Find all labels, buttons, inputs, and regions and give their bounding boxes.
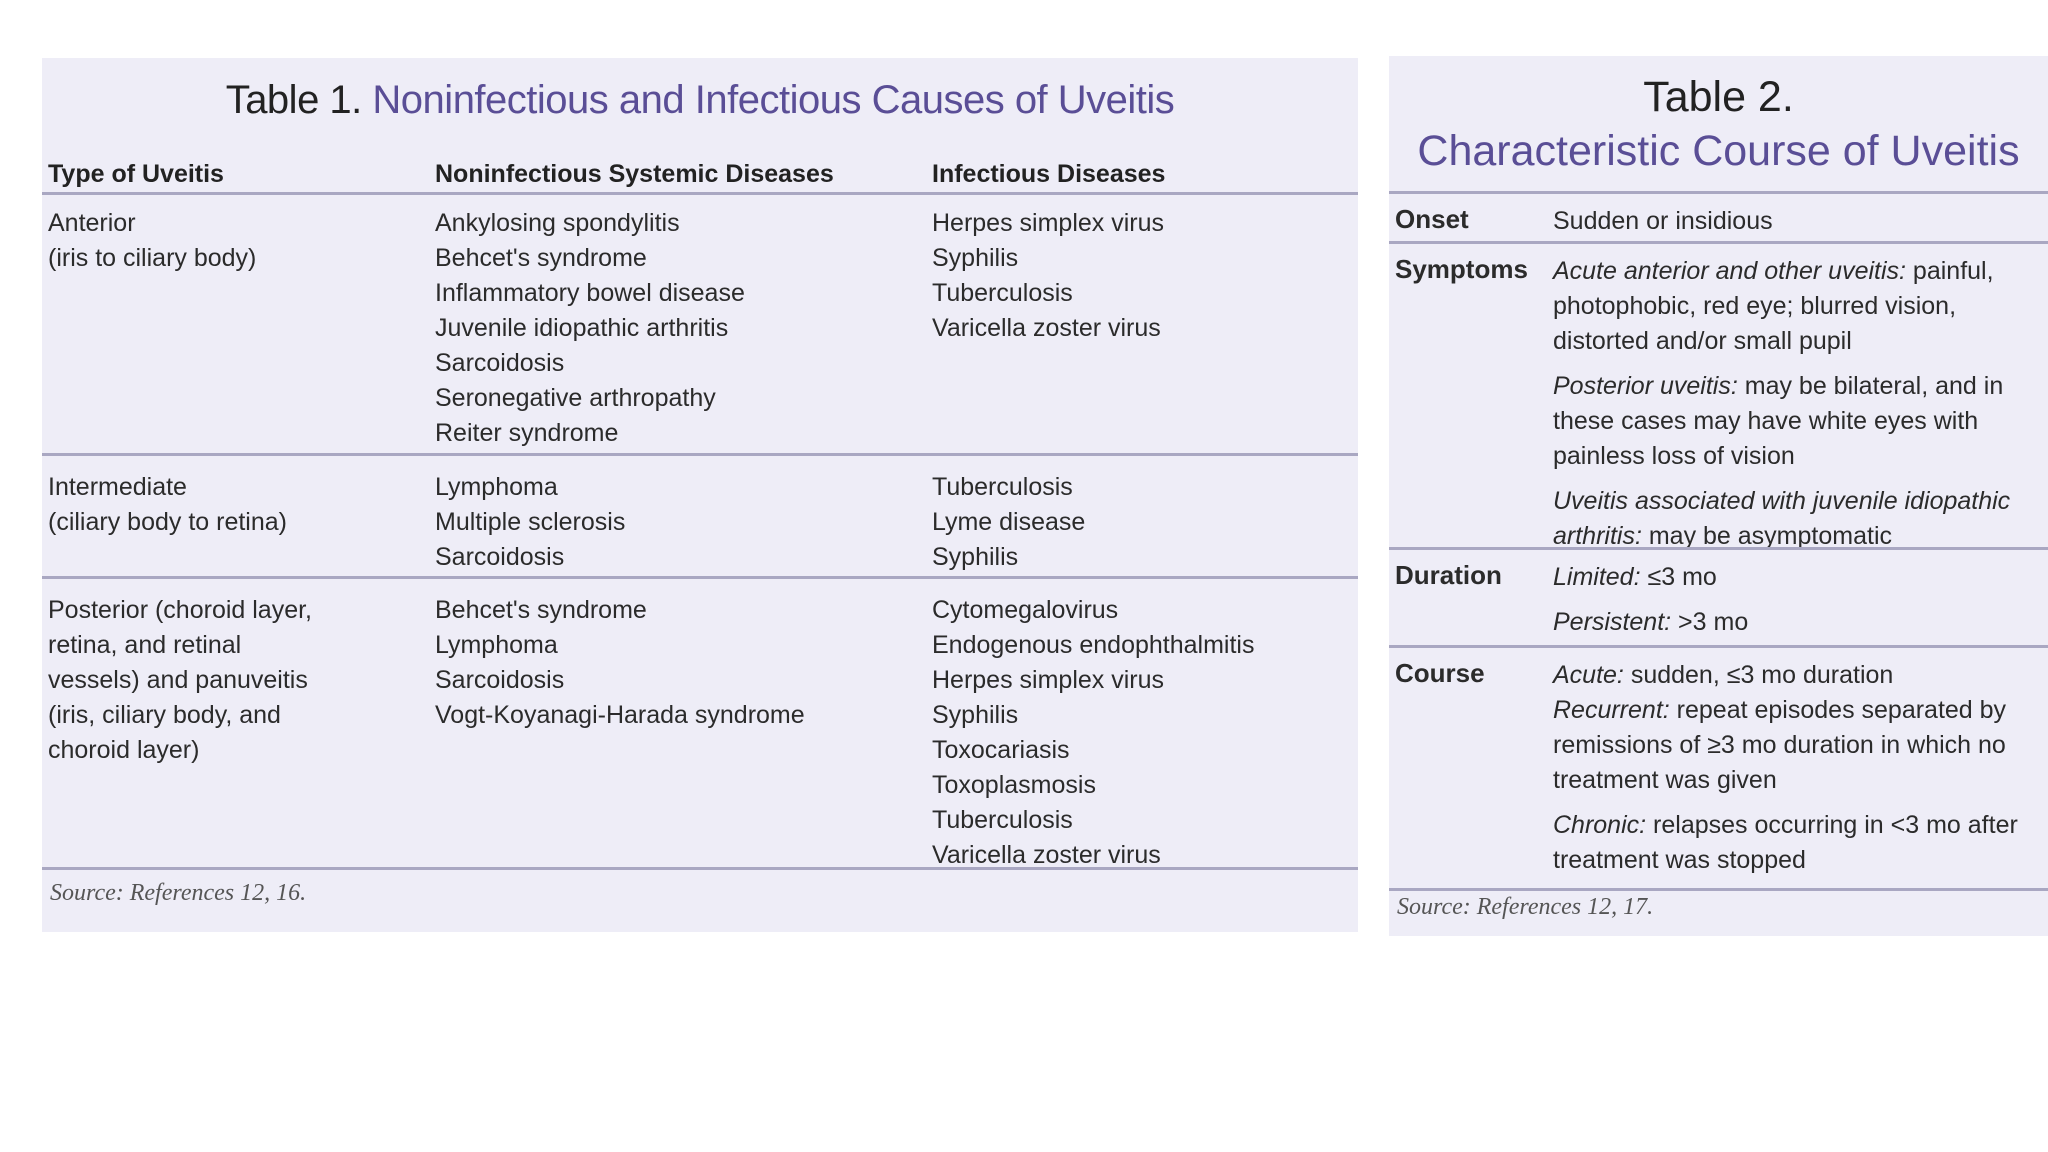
cell-noninfectious: Behcet's syndrome Lymphoma Sarcoidosis Vogt-Koyanagi-Harada syndrome [435, 596, 805, 729]
onset-label: Onset [1395, 204, 1469, 234]
cell-noninfectious: Ankylosing spondylitis Behcet's syndrome Inflammatory bowel disease Juvenile idiopathic arthritis Sarcoidosis Seronegative arthropathy Reiter syndrome [435, 209, 745, 447]
cell-infectious: Cytomegalovirus Endogenous endophthalmitis Herpes simplex virus Syphilis Toxocariasis Toxoplasmosis Tuberculosis Varicella zoster virus [932, 596, 1255, 869]
table-row-intermediate [42, 456, 1358, 579]
row-symptoms [1389, 241, 2048, 550]
table-2-panel [1389, 56, 2048, 936]
symptoms-label: Symptoms [1395, 254, 1528, 284]
header-infectious: Infectious Diseases [932, 160, 1166, 188]
table-1-source: Source: References 12, 16. [50, 880, 307, 906]
cell-infectious: Herpes simplex virus Syphilis Tuberculosis Varicella zoster virus [932, 209, 1165, 342]
duration-label: Duration [1395, 560, 1502, 590]
table-2-source: Source: References 12, 17. [1397, 894, 1654, 920]
row-onset [1389, 191, 2048, 244]
header-type: Type of Uveitis [48, 160, 224, 188]
course-label: Course [1395, 658, 1485, 688]
symptoms-text: Acute anterior and other uveitis: painful, photophobic, red eye; blurred vision, distorted and/or small pupil Posterior uveitis: may be bilateral, and in these cases may have white eyes with painless loss of vision Uveitis associated with juvenile idiopathic arthritis: may be asymptomatic [1553, 257, 2011, 550]
cell-type: Intermediate (ciliary body to retina) [48, 473, 287, 536]
course-text: Acute: sudden, ≤3 mo duration Recurrent: repeat episodes separated by remissions of ≥3 mo duration in which no treatment was given Chronic: relapses occurring in <3 mo after treatment was stopped [1553, 661, 2018, 874]
row-duration [1389, 547, 2048, 648]
header-noninfectious: Noninfectious Systemic Diseases [435, 160, 834, 188]
table-2-title: Table 2. Characteristic Course of Uveitis [1417, 73, 2020, 175]
cell-type: Posterior (choroid layer, retina, and retinal vessels) and panuveitis (iris, ciliary body, and choroid layer) [48, 596, 313, 764]
row-course [1389, 645, 2048, 891]
table-1-header-row [42, 152, 1358, 195]
table-1-title: Table 1. Noninfectious and Infectious Causes of Uveitis [225, 78, 1175, 122]
cell-noninfectious: Lymphoma Multiple sclerosis Sarcoidosis [435, 473, 626, 571]
duration-text: Limited: ≤3 mo Persistent: >3 mo [1553, 563, 1749, 636]
table-row-posterior [42, 579, 1358, 870]
cell-infectious: Tuberculosis Lyme disease Syphilis [932, 473, 1086, 571]
onset-text: Sudden or insidious [1553, 207, 1773, 235]
table-row-anterior [42, 192, 1358, 456]
cell-type: Anterior (iris to ciliary body) [48, 209, 257, 272]
table-1-panel [42, 58, 1358, 932]
